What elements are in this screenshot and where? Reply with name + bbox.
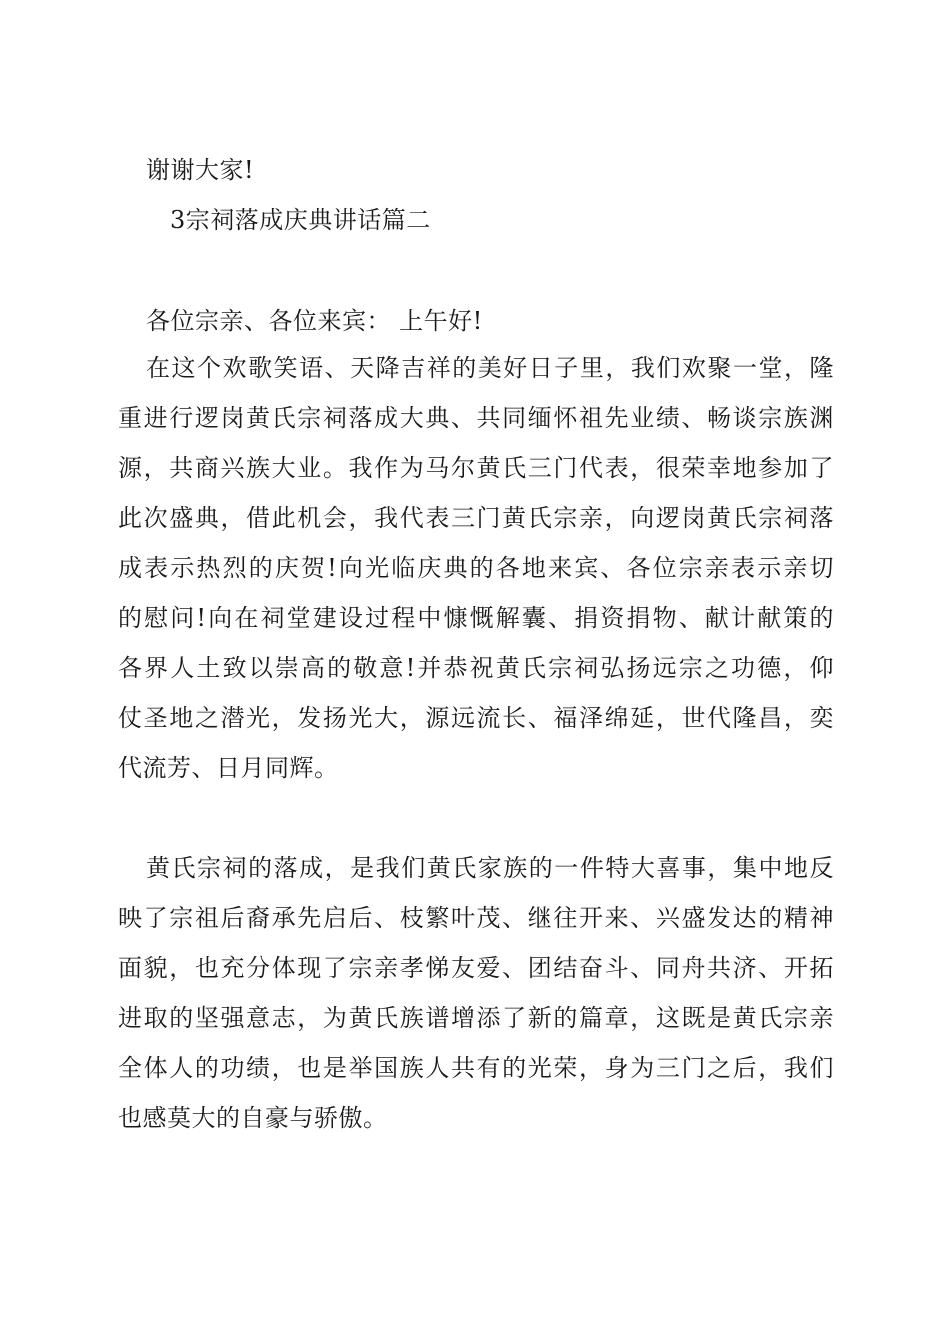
paragraph-1-line: 代流芳、日月同辉。 [118,754,339,782]
paragraph-1-line: 成表示热烈的庆贺!向光临庆典的各地来宾、各位宗亲表示亲切 [118,554,834,582]
paragraph-1-line: 仗圣地之潜光，发扬光大，源远流长、福泽绵延，世代隆昌，奕 [118,704,834,732]
paragraph-1-line: 重进行逻岗黄氏宗祠落成大典、共同缅怀祖先业绩、畅谈宗族渊 [118,404,834,432]
section-heading: 3宗祠落成庆典讲话篇二 [170,206,431,234]
greeting-line: 各位宗亲、各位来宾： 上午好! [146,307,483,335]
paragraph-2-line: 全体人的功绩，也是举国族人共有的光荣，身为三门之后，我们 [118,1054,834,1082]
paragraph-2-line: 面貌，也充分体现了宗亲孝悌友爱、团结奋斗、同舟共济、开拓 [118,954,834,982]
paragraph-1-line: 各界人土致以崇高的敬意!并恭祝黄氏宗祠弘扬远宗之功德，仰 [118,654,834,682]
paragraph-2-line: 黄氏宗祠的落成，是我们黄氏家族的一件特大喜事，集中地反 [146,854,834,882]
paragraph-2-line: 映了宗祖后裔承先启后、枝繁叶茂、继往开来、兴盛发达的精神 [118,904,834,932]
paragraph-2-line: 也感莫大的自豪与骄傲。 [118,1104,388,1132]
paragraph-2-line: 进取的坚强意志，为黄氏族谱增添了新的篇章，这既是黄氏宗亲 [118,1004,834,1032]
closing-line: 谢谢大家! [146,156,255,184]
paragraph-1-line: 的慰问!向在祠堂建设过程中慷慨解囊、捐资捐物、献计献策的 [118,604,834,632]
paragraph-1-line: 在这个欢歌笑语、天降吉祥的美好日子里，我们欢聚一堂，隆 [146,354,834,382]
paragraph-1-line: 源，共商兴族大业。我作为马尔黄氏三门代表，很荣幸地参加了 [118,454,834,482]
paragraph-1-line: 此次盛典，借此机会，我代表三门黄氏宗亲，向逻岗黄氏宗祠落 [118,504,834,532]
